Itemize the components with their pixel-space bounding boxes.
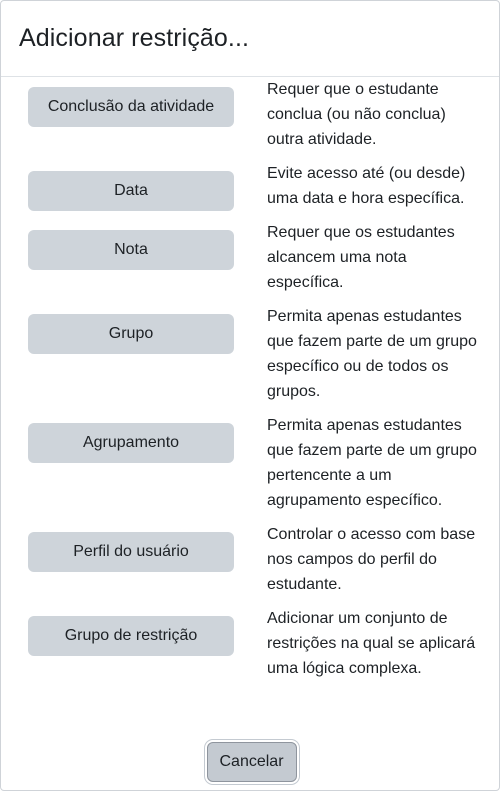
group-button[interactable]: Grupo — [28, 314, 234, 354]
grouping-description: Permita apenas estudantes que fazem parte de um grupo pertencente a um agrupamento específico. — [267, 417, 477, 509]
group-description: Permita apenas estudantes que fazem parte de um grupo específico ou de todos os grupos. — [267, 308, 477, 400]
grade-button[interactable]: Nota — [28, 230, 234, 270]
restriction-list — [1, 77, 499, 717]
dialog-header — [1, 1, 499, 77]
grouping-button[interactable]: Agrupamento — [28, 423, 234, 463]
user-profile-description: Controlar o acesso com base nos campos do perfil do estudante. — [267, 526, 476, 593]
restriction-set-button[interactable]: Grupo de restrição — [28, 616, 234, 656]
date-description: Evite acesso até (ou desde) uma data e hora específica. — [267, 165, 466, 207]
date-button[interactable]: Data — [28, 171, 234, 211]
restriction-set-description: Adicionar um conjunto de restrições na qual se aplicará uma lógica complexa. — [267, 610, 476, 677]
cancel-button[interactable]: Cancelar — [207, 742, 297, 782]
dialog-title: Adicionar restrição... — [19, 24, 250, 52]
activity-completion-description: Requer que o estudante conclua (ou não conclua) outra atividade. — [267, 81, 446, 148]
activity-completion-button[interactable]: Conclusão da atividade — [28, 87, 234, 127]
grade-description: Requer que os estudantes alcancem uma nota específica. — [267, 224, 455, 291]
user-profile-button[interactable]: Perfil do usuário — [28, 532, 234, 572]
dialog-footer — [1, 742, 500, 782]
